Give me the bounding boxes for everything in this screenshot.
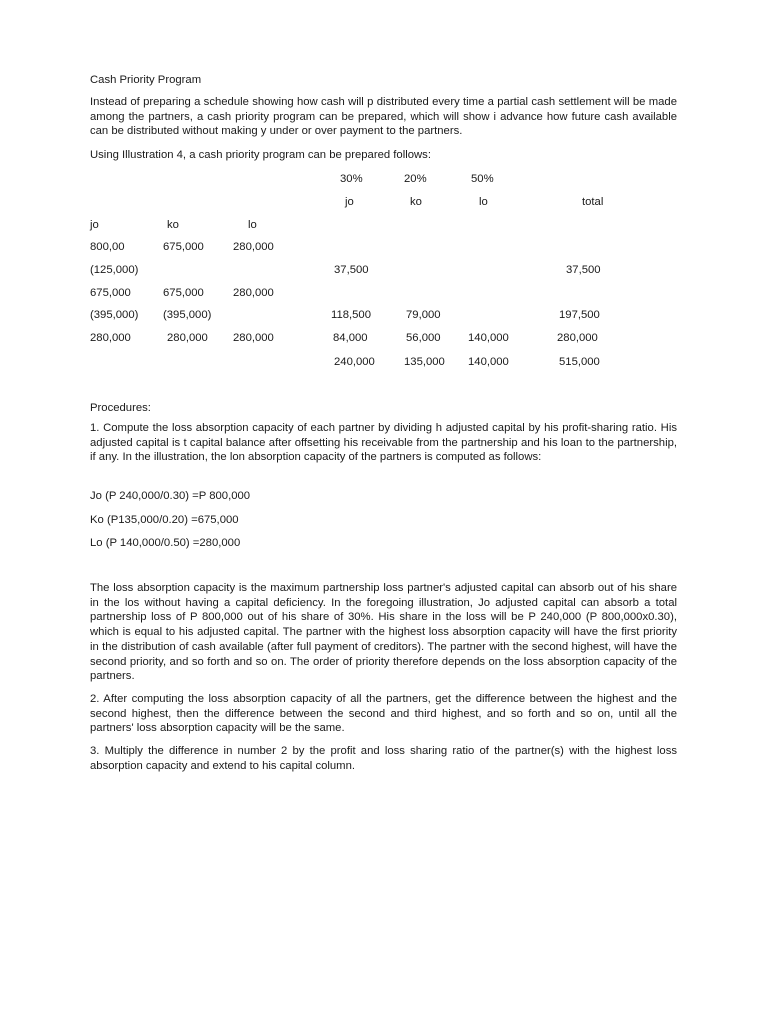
table-cell: 280,000: [233, 332, 274, 344]
step-2-paragraph: 2. After computing the loss absorption capacity of all the partners, get the difference between the highest and the second highest, then the difference between the second and third highest, and so forth and so on, until all the partners' loss absorption capacity will be the same.: [90, 693, 677, 735]
procedures-heading: Procedures:: [90, 402, 151, 414]
right-header-ko: ko: [410, 196, 422, 208]
table-cell: 800,00: [90, 241, 125, 253]
explanation-paragraph: The loss absorption capacity is the maximum partnership loss partner's adjusted capital can absorb out of his share in the los without having a capital deficiency. In the foregoing illustration, Jo adjusted capital can absorb a total partnership loss of P 800,000 out of his share of 30%. His share in the loss will be P 240,000 (P 800,000x0.30), which is equal to his adjusted capital. The partner with the highest loss absorption capacity will have the first priority in the distribution of cash available (after full payment of creditors). The partner with the second highest, will have the second priority, and so forth and so on. The order of priority therefore depends on the loss absorption capacity of the partners.: [90, 582, 677, 683]
table-cell: 84,000: [333, 332, 368, 344]
computation-jo: Jo (P 240,000/0.30) =P 800,000: [90, 490, 251, 502]
table-cell: 280,000: [557, 332, 598, 344]
table-cell: 280,000: [167, 332, 208, 344]
table-cell: 56,000: [406, 332, 441, 344]
table-cell: 515,000: [559, 356, 600, 368]
table-cell: 280,000: [233, 241, 274, 253]
table-cell: 280,000: [90, 332, 131, 344]
intro-paragraph: Instead of preparing a schedule showing how cash will p distributed every time a partial cash settlement will be made among the partners, a cash priority program can be prepared, which will show i advance how future cash available can be distributed without making y under or over payment to the partners.: [90, 96, 677, 138]
right-header-jo: jo: [345, 196, 354, 208]
table-cell: (125,000): [90, 264, 139, 276]
table-cell: 240,000: [334, 356, 375, 368]
table-cell: (395,000): [90, 309, 139, 321]
document-title: Cash Priority Program: [90, 74, 202, 86]
step-3-paragraph: 3. Multiply the difference in number 2 by the profit and loss sharing ratio of the partner(s) with the highest loss absorption capacity and extend to his capital column.: [90, 745, 677, 772]
table-cell: 675,000: [90, 287, 131, 299]
document-page: [90, 0, 677, 1024]
computation-lo: Lo (P 140,000/0.50) =280,000: [90, 537, 241, 549]
table-cell: 140,000: [468, 356, 509, 368]
computation-ko: Ko (P135,000/0.20) =675,000: [90, 514, 239, 526]
table-cell: 197,500: [559, 309, 600, 321]
step-1-paragraph: 1. Compute the loss absorption capacity of each partner by dividing h adjusted capital by his profit-sharing ratio. His adjusted capital is t capital balance after offsetting his receivable from the partnership and his loan to the partnership, if any. In the illustration, the lon absorption capacity of the partners is computed as follows:: [90, 422, 677, 464]
table-cell: 37,500: [566, 264, 601, 276]
table-cell: 140,000: [468, 332, 509, 344]
lead-in-text: Using Illustration 4, a cash priority program can be prepared follows:: [90, 149, 431, 161]
ratio-jo: 30%: [340, 173, 363, 185]
table-cell: 675,000: [163, 287, 204, 299]
table-cell: 37,500: [334, 264, 369, 276]
right-header-lo: lo: [479, 196, 488, 208]
table-cell: (395,000): [163, 309, 212, 321]
table-cell: 135,000: [404, 356, 445, 368]
left-header-lo: lo: [248, 219, 257, 231]
left-header-jo: jo: [90, 219, 99, 231]
table-cell: 118,500: [331, 309, 371, 321]
table-cell: 79,000: [406, 309, 441, 321]
right-header-total: total: [582, 196, 604, 208]
ratio-lo: 50%: [471, 173, 494, 185]
left-header-ko: ko: [167, 219, 179, 231]
table-cell: 675,000: [163, 241, 204, 253]
table-cell: 280,000: [233, 287, 274, 299]
ratio-ko: 20%: [404, 173, 427, 185]
